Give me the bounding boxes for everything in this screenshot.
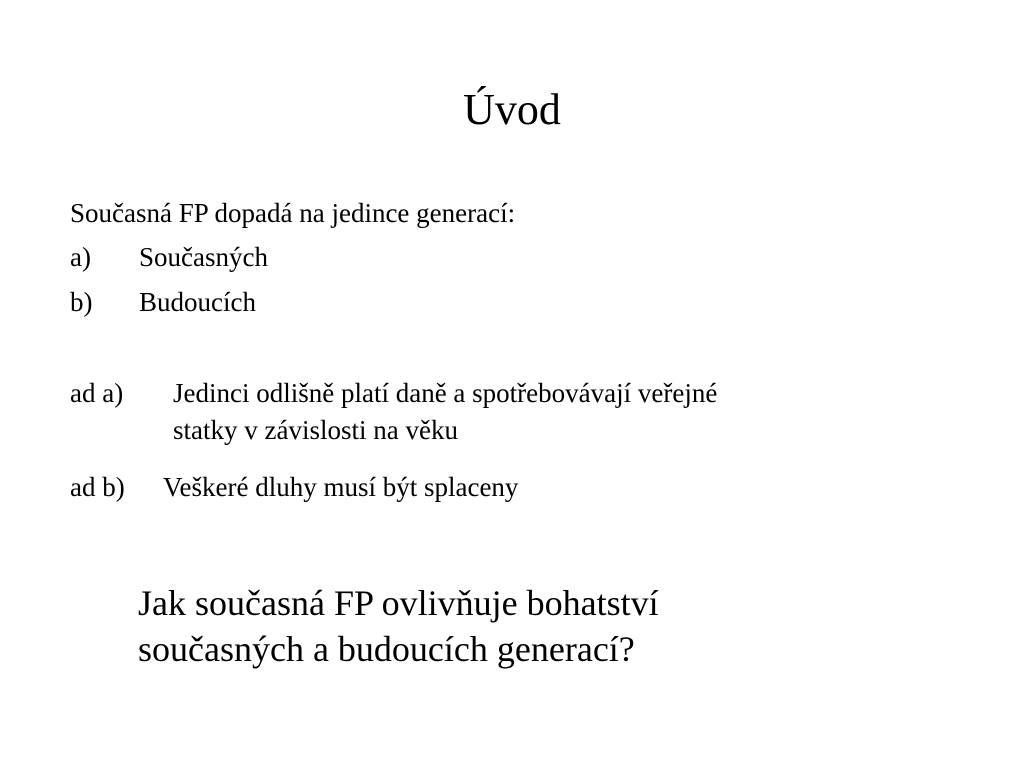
ad-a-line-2: statky v závislosti na věku bbox=[173, 415, 458, 445]
ad-b-text: Veškeré dluhy musí být splaceny bbox=[163, 472, 519, 502]
ad-a-line-1: Jedinci odlišně platí daně a spotřebovávají veřejné bbox=[173, 378, 718, 408]
list-marker-a: a) bbox=[70, 242, 91, 272]
closing-question bbox=[138, 580, 659, 672]
ad-b-marker: ad b) bbox=[70, 472, 125, 502]
ad-a-marker: ad a) bbox=[70, 378, 124, 408]
closing-question-line-1: Jak současná FP ovlivňuje bohatství bbox=[138, 583, 659, 623]
list-item-b: Budoucích bbox=[139, 287, 256, 317]
list-item-a: Současných bbox=[139, 242, 268, 272]
list-marker-b: b) bbox=[70, 287, 93, 317]
closing-question-line-2: současných a budoucích generací? bbox=[138, 629, 635, 669]
slide-title: Úvod bbox=[463, 85, 561, 134]
intro-text: Současná FP dopadá na jedince generací: bbox=[70, 198, 516, 228]
